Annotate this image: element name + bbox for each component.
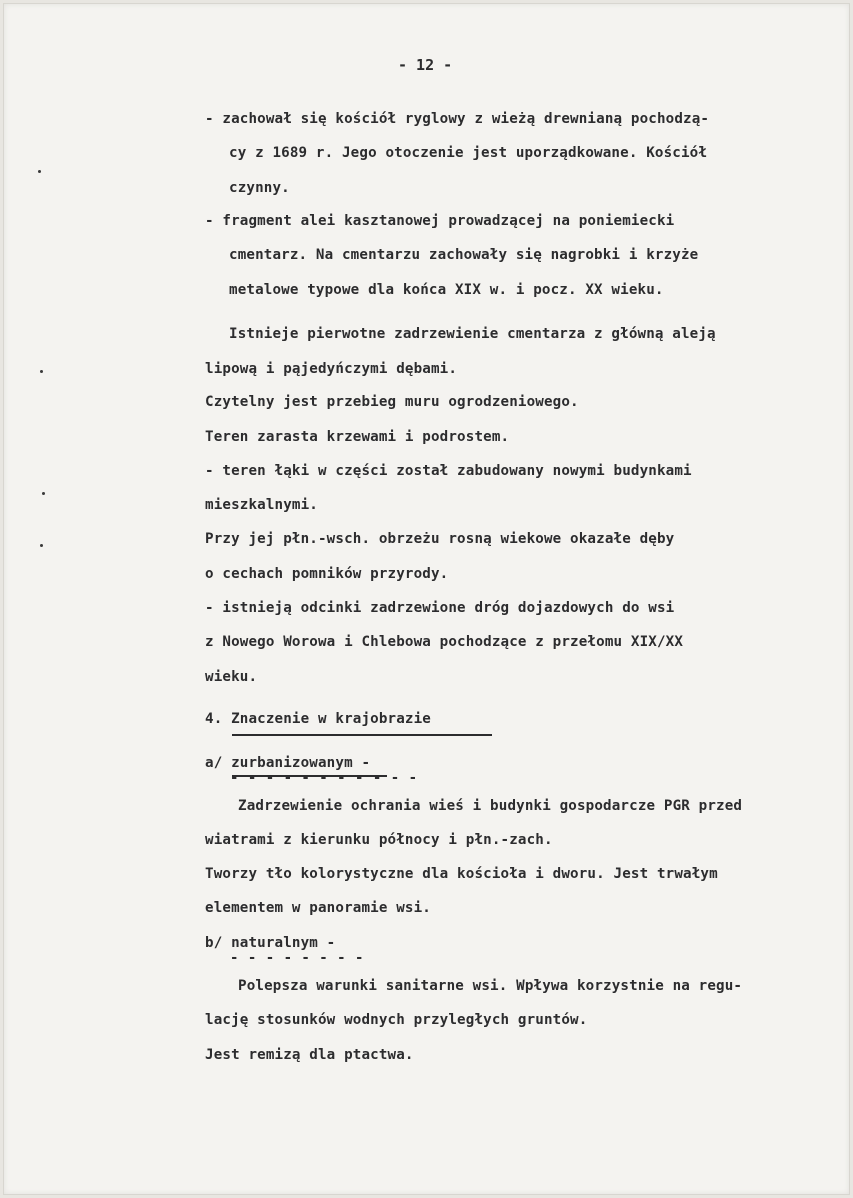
subsection-a-dash-rule: - - - - - - - - - - -: [230, 770, 418, 786]
section-heading-underline: [232, 734, 492, 736]
bleed-through: [484, 184, 490, 195]
text-line: - zachował się kościół ryglowy z wieżą drewnianą pochodzą-: [205, 111, 710, 127]
text-line: Polepsza warunki sanitarne wsi. Wpływa korzystnie na regu-: [238, 978, 743, 994]
margin-speck: [42, 492, 45, 495]
text-line: czynny.: [229, 180, 290, 196]
margin-speck: [38, 170, 41, 173]
text-line: Zadrzewienie ochrania wieś i budynki gospodarcze PGR przed: [238, 798, 743, 814]
text-line: Jest remizą dla ptactwa.: [205, 1047, 414, 1063]
margin-speck: [40, 370, 43, 373]
text-line: Istnieje pierwotne zadrzewienie cmentarza z główną aleją: [229, 326, 716, 342]
text-line: mieszkalnymi.: [205, 497, 318, 513]
text-line: Tworzy tło kolorystyczne dla kościoła i dworu. Jest trwałym: [205, 866, 718, 882]
text-line: Przy jej płn.-wsch. obrzeżu rosną wiekowe okazałe dęby: [205, 531, 675, 547]
section-heading: 4. Znaczenie w krajobrazie: [205, 711, 431, 727]
text-line: - istnieją odcinki zadrzewione dróg dojazdowych do wsi: [205, 600, 675, 616]
subsection-b-heading: b/ naturalnym -: [205, 935, 336, 951]
text-line: lipową i pąjedyńczymi dębami.: [205, 361, 458, 377]
text-line: wiatrami z kierunku północy i płn.-zach.: [205, 832, 553, 848]
text-line: metalowe typowe dla końca XIX w. i pocz. XX wieku.: [229, 282, 664, 298]
text-line: - fragment alei kasztanowej prowadzącej na poniemiecki: [205, 213, 675, 229]
text-line: - teren łąki w części został zabudowany nowymi budynkami: [205, 463, 692, 479]
page-number: - 12 -: [398, 56, 453, 74]
subsection-a-heading: a/ zurbanizowanym -: [205, 755, 371, 771]
document-page: [3, 3, 850, 1195]
text-line: elementem w panoramie wsi.: [205, 900, 431, 916]
text-line: Czytelny jest przebieg muru ogrodzeniowego.: [205, 394, 579, 410]
text-line: cmentarz. Na cmentarzu zachowały się nagrobki i krzyże: [229, 247, 699, 263]
text-line: lację stosunków wodnych przyległych gruntów.: [205, 1012, 588, 1028]
text-line: z Nowego Worowa i Chlebowa pochodzące z przełomu XIX/XX: [205, 634, 684, 650]
text-line: o cechach pomników przyrody.: [205, 566, 449, 582]
text-line: Teren zarasta krzewami i podrostem.: [205, 429, 510, 445]
margin-speck: [40, 544, 43, 547]
subsection-b-dash-rule: - - - - - - - -: [230, 950, 364, 966]
text-line: cy z 1689 r. Jego otoczenie jest uporządkowane. Kościół: [229, 145, 708, 161]
text-line: wieku.: [205, 669, 258, 685]
